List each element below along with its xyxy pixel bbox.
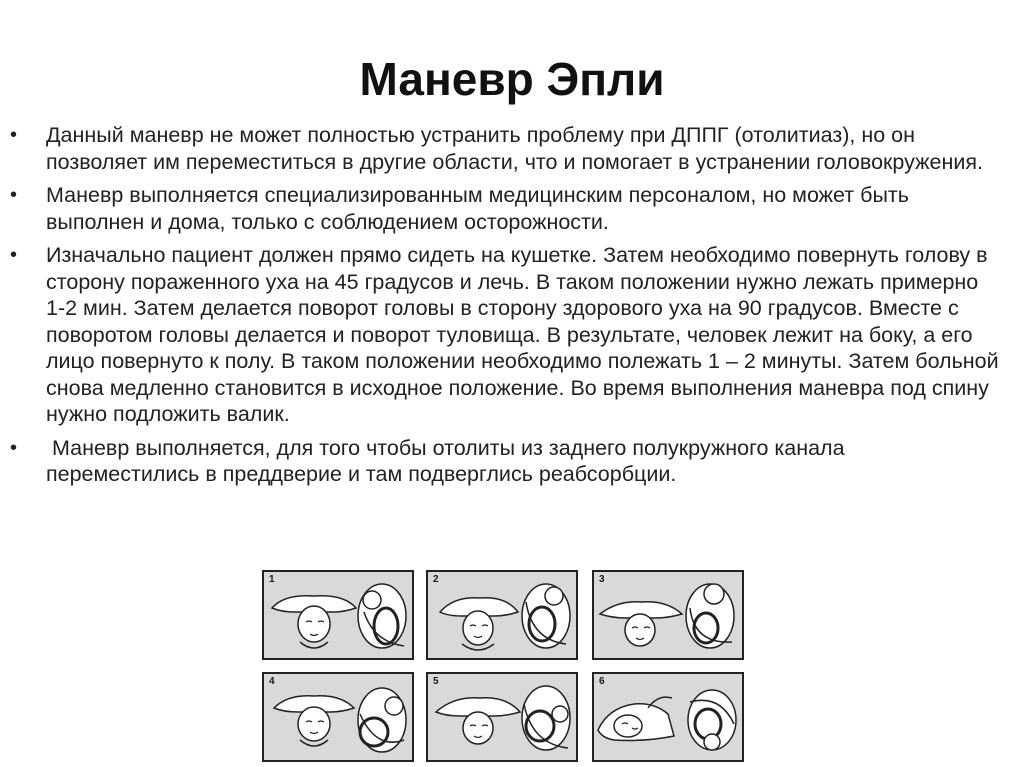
bullet-marker: • [10,184,18,206]
figure-panel-6 [592,672,744,762]
head-and-canal-illustration [428,572,576,658]
bullet-text: Данный маневр не может полностью устранить проблему при ДППГ (отолитиаз), но он позволяет им переместиться в другие области, что и помогает в устранении головокружения. [46,123,983,174]
figure-panel-5 [426,672,578,762]
figure-number: 2 [433,574,439,585]
figure-number: 5 [433,676,439,687]
lying-patient-and-canal-illustration [594,674,742,760]
bullet-text: Изначально пациент должен прямо сидеть на кушетке. Затем необходимо повернуть голову в сторону пораженного уха на 45 градусов и лечь. В таком положении нужно лежать примерно 1-2 мин. Затем делается поворот головы в сторону здорового уха на 90 градусов. Вместе с поворотом головы делается и поворот туловища. В результате, человек лежит на боку, а его лицо повернуто к полу. В таком положении необходимо полежать 1 – 2 минуты. Затем больной снова медленно становится в исходное положение. Во время выполнения маневра под спину нужно подложить валик. [46,243,999,426]
page-title: Маневр Эпли [359,53,665,105]
bullet-marker: • [10,124,18,146]
head-and-canal-illustration [264,572,412,658]
head-and-canal-illustration [594,572,742,658]
bullet-item [0,122,1000,175]
figure-number: 1 [269,574,275,585]
head-and-canal-illustration [264,674,412,760]
head-and-canal-illustration [428,674,576,760]
figure-number: 4 [269,676,275,687]
bullet-list [0,122,1000,495]
bullet-marker: • [10,244,18,266]
bullet-item [0,182,1000,235]
figure-panel-2 [426,570,578,660]
figure-number: 3 [599,574,605,585]
bullet-item [0,242,1000,428]
bullet-marker: • [10,436,18,459]
figure-panel-4 [262,672,414,762]
bullet-item [0,435,1000,488]
figure-number: 6 [599,676,605,687]
figure-panel-1 [262,570,414,660]
figure-panel-3 [592,570,744,660]
bullet-text: Маневр выполняется специализированным медицинским персоналом, но может быть выполнен и дома, только с соблюдением осторожности. [46,183,909,234]
bullet-text: Маневр выполняется, для того чтобы отолиты из заднего полукружного канала переместились в преддверие и там подверглись реабсорбции. [46,435,851,486]
